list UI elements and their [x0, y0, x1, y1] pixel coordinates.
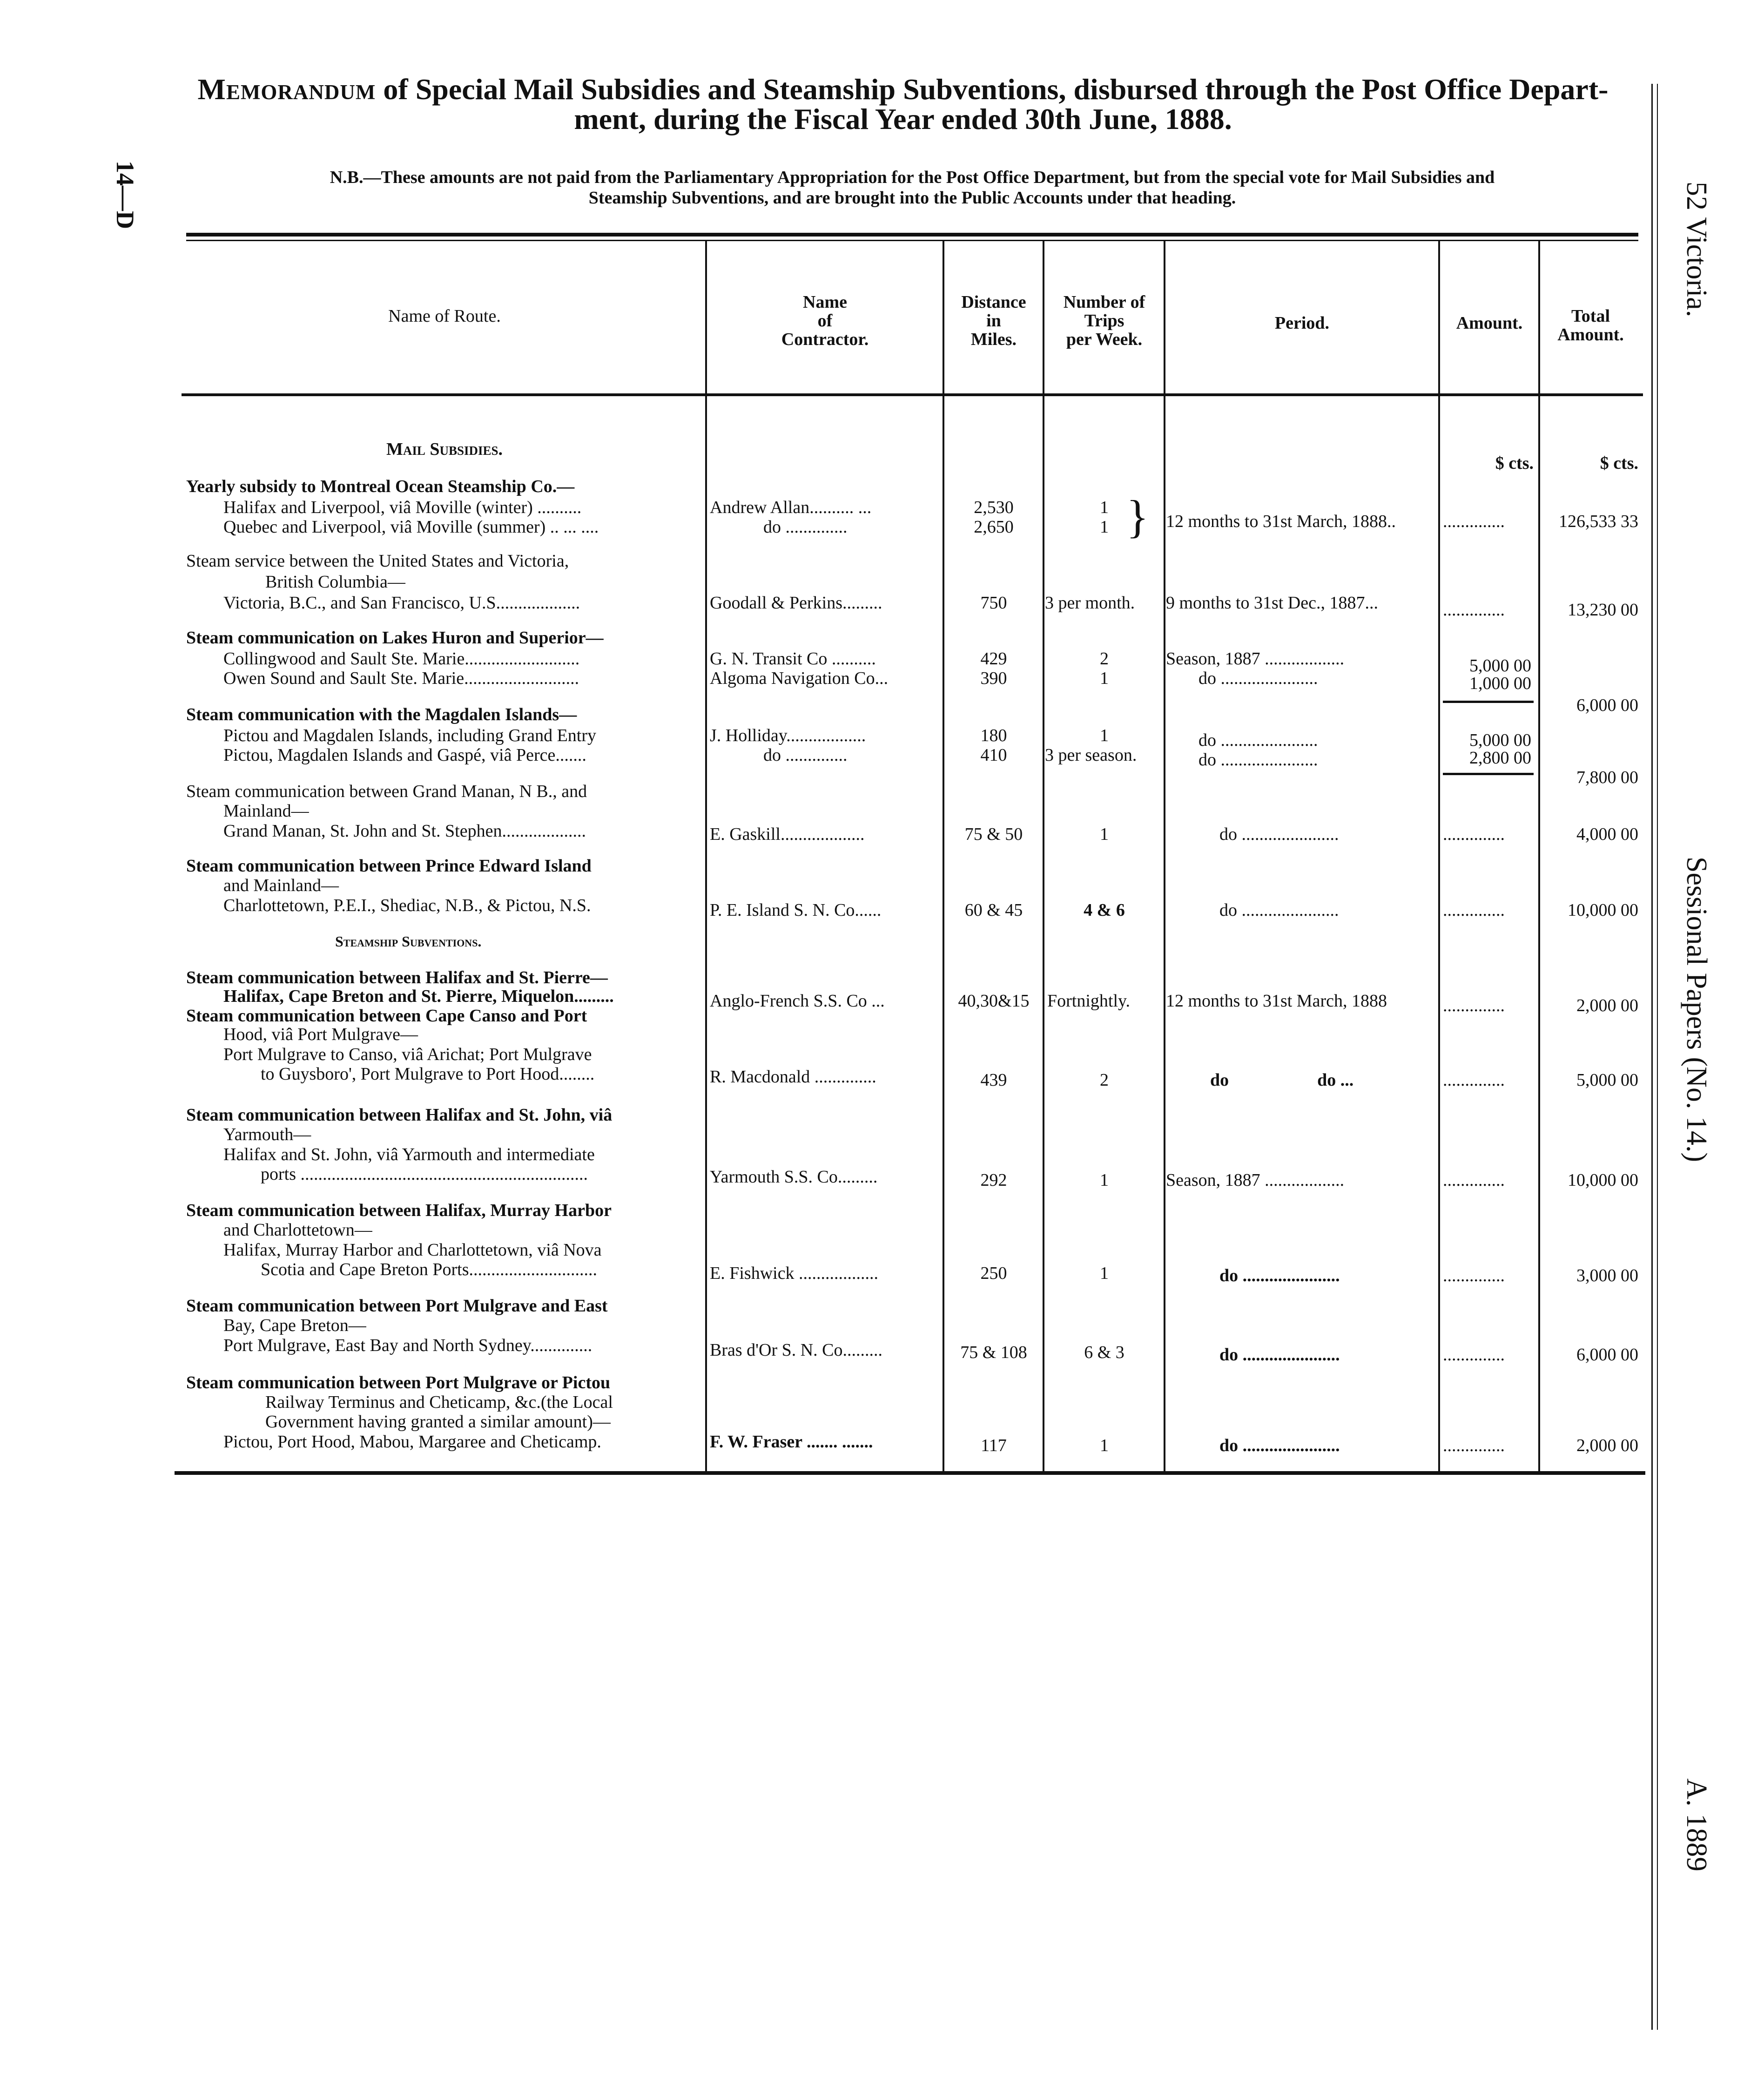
- distance: 75 & 108: [960, 1343, 1027, 1362]
- total: 126,533 33: [1559, 512, 1638, 531]
- table-bottom-rule: [175, 1471, 1645, 1475]
- period: Season, 1887 ..................: [1166, 649, 1345, 669]
- route-heading: Steam communication on Lakes Huron and Superior—: [186, 628, 604, 648]
- period: do ......................: [1198, 669, 1318, 688]
- distance: 75 & 50: [964, 824, 1023, 844]
- amount: ..............: [1443, 824, 1505, 844]
- col-divider-3: [1043, 240, 1044, 1471]
- distance: 250: [980, 1263, 1007, 1283]
- section-mail-subsidies: Mail Subsidies.: [386, 439, 503, 459]
- route-heading-cont: Yarmouth—: [223, 1125, 311, 1144]
- distance: 2,650: [974, 517, 1014, 537]
- total: 6,000 00: [1576, 1345, 1638, 1365]
- distance: 2,530: [974, 498, 1014, 517]
- trips: 1: [1100, 1436, 1109, 1455]
- col-divider-2: [943, 240, 944, 1471]
- title-rest: of Special Mail Subsidies and Steamship Subventions, disbursed through the Post Office Depart-: [376, 73, 1609, 106]
- amount-units: $ cts.: [1495, 453, 1534, 473]
- route-line: ports .................................................................: [261, 1164, 588, 1184]
- trips: 1: [1100, 517, 1109, 537]
- trips: 2: [1100, 649, 1109, 669]
- trips: 4 & 6: [1084, 900, 1125, 920]
- period: do ......................: [1219, 824, 1339, 844]
- distance: 750: [980, 593, 1007, 613]
- period: 12 months to 31st March, 1888: [1166, 991, 1387, 1011]
- trips: 1: [1100, 824, 1109, 844]
- route-heading-cont: Railway Terminus and Cheticamp, &c.(the Local: [265, 1392, 613, 1412]
- amount: 2,800 00: [1469, 748, 1531, 768]
- route-heading: Steam communication between Halifax and St. John, viâ: [186, 1105, 613, 1125]
- total: 2,000 00: [1576, 996, 1638, 1015]
- total: 7,800 00: [1576, 768, 1638, 787]
- trips: 1: [1100, 1263, 1109, 1283]
- contractor: P. E. Island S. N. Co......: [710, 900, 882, 920]
- header-bottom-rule: [182, 393, 1643, 396]
- table-top-rule: [186, 233, 1638, 236]
- amount: 5,000 00: [1469, 656, 1531, 676]
- route-line: Victoria, B.C., and San Francisco, U.S...................: [223, 593, 580, 613]
- period: do do ...: [1210, 1070, 1354, 1090]
- distance: 429: [980, 649, 1007, 669]
- route-line: Halifax, Cape Breton and St. Pierre, Miquelon.........: [223, 986, 614, 1006]
- route-heading: Steam communication between Halifax and St. Pierre—: [186, 968, 608, 987]
- brace-icon: }: [1126, 491, 1149, 542]
- period: do ......................: [1219, 900, 1339, 920]
- contractor: R. Macdonald ..............: [710, 1067, 876, 1087]
- trips: 2: [1100, 1070, 1109, 1090]
- contractor: do ..............: [763, 745, 848, 765]
- margin-rule-2: [1657, 84, 1658, 2030]
- subtotal-rule: [1443, 701, 1534, 703]
- route-line: Port Mulgrave to Canso, viâ Arichat; Port Mulgrave: [223, 1045, 592, 1064]
- distance: 40,30&15: [958, 991, 1030, 1011]
- side-label-middle: Sessional Papers (No. 14.): [1681, 857, 1712, 1162]
- distance: 390: [980, 669, 1007, 688]
- route-heading-cont: Government having granted a similar amount)—: [265, 1412, 611, 1432]
- period: Season, 1887 ..................: [1166, 1170, 1345, 1190]
- note: [186, 168, 1638, 208]
- period: do ......................: [1198, 750, 1318, 770]
- route-line: to Guysboro', Port Mulgrave to Port Hood........: [261, 1064, 595, 1084]
- route-line: Halifax and St. John, viâ Yarmouth and intermediate: [223, 1145, 595, 1164]
- period: do ......................: [1219, 1345, 1340, 1365]
- route-line: Scotia and Cape Breton Ports.............................: [261, 1260, 597, 1279]
- trips: 1: [1100, 669, 1109, 688]
- distance: 292: [980, 1170, 1007, 1190]
- distance: 439: [980, 1070, 1007, 1090]
- header-total: Total Amount.: [1557, 306, 1624, 345]
- amount: ..............: [1443, 996, 1505, 1015]
- document-title: [168, 74, 1638, 134]
- total: 3,000 00: [1576, 1266, 1638, 1285]
- route-heading-cont: Mainland—: [223, 801, 309, 821]
- total: 5,000 00: [1576, 1070, 1638, 1090]
- amount: ..............: [1443, 1436, 1505, 1455]
- route-heading-cont: and Charlottetown—: [223, 1220, 372, 1240]
- period: do ......................: [1219, 1436, 1340, 1455]
- contractor: E. Fishwick ..................: [710, 1263, 879, 1283]
- route-line: Grand Manan, St. John and St. Stephen...................: [223, 821, 586, 841]
- route-heading: Steam communication between Port Mulgrave or Pictou: [186, 1373, 611, 1392]
- route-line: Pictou, Magdalen Islands and Gaspé, viâ Perce.......: [223, 745, 586, 765]
- route-line: Collingwood and Sault Ste. Marie..........................: [223, 649, 580, 669]
- table-top-rule-thin: [186, 240, 1638, 241]
- contractor: F. W. Fraser ....... .......: [710, 1432, 873, 1452]
- section-steamship-subventions: Steamship Subventions.: [335, 933, 482, 950]
- distance: 180: [980, 726, 1007, 745]
- header-period: Period.: [1274, 313, 1330, 333]
- route-line: Halifax and Liverpool, viâ Moville (winter) ..........: [223, 498, 582, 517]
- contractor: Algoma Navigation Co...: [710, 669, 889, 688]
- trips: 3 per season.: [1045, 745, 1137, 765]
- route-heading: Yearly subsidy to Montreal Ocean Steamship Co.—: [186, 477, 575, 496]
- amount: 1,000 00: [1469, 674, 1531, 693]
- distance: 60 & 45: [964, 900, 1023, 920]
- amount: ..............: [1443, 1170, 1505, 1190]
- col-divider-1: [705, 240, 707, 1471]
- route-heading: Steam communication with the Magdalen Islands—: [186, 705, 577, 724]
- route-line: Owen Sound and Sault Ste. Marie..........................: [223, 669, 579, 688]
- trips: 1: [1100, 726, 1109, 745]
- page-number: 14—D: [111, 161, 139, 229]
- amount: ..............: [1443, 900, 1505, 920]
- contractor: Goodall & Perkins.........: [710, 593, 882, 613]
- route-line: Pictou and Magdalen Islands, including Grand Entry: [223, 726, 597, 745]
- route-heading-cont: Hood, viâ Port Mulgrave—: [223, 1025, 418, 1044]
- route-line: Port Mulgrave, East Bay and North Sydney..............: [223, 1336, 592, 1355]
- route-heading: Steam communication between Cape Canso and Port: [186, 1006, 587, 1026]
- total: 10,000 00: [1568, 900, 1638, 920]
- header-trips: Number of Trips per Week.: [1063, 292, 1145, 349]
- contractor: Yarmouth S.S. Co.........: [710, 1167, 878, 1187]
- header-distance: Distance in Miles.: [961, 292, 1026, 349]
- total: 10,000 00: [1568, 1170, 1638, 1190]
- distance: 117: [981, 1436, 1007, 1455]
- route-line: Quebec and Liverpool, viâ Moville (summer) .. ... ....: [223, 517, 599, 537]
- contractor: J. Holliday..................: [710, 726, 866, 745]
- contractor: Andrew Allan.......... ...: [710, 498, 872, 517]
- route-line: Charlottetown, P.E.I., Shediac, N.B., & Pictou, N.S.: [223, 896, 591, 915]
- total: 6,000 00: [1576, 696, 1638, 715]
- period: do ......................: [1219, 1266, 1340, 1285]
- col-divider-4: [1164, 240, 1165, 1471]
- distance: 410: [980, 745, 1007, 765]
- trips: Fortnightly.: [1047, 991, 1131, 1011]
- route-heading-cont: and Mainland—: [223, 876, 339, 895]
- trips: 1: [1100, 498, 1109, 517]
- route-line: Pictou, Port Hood, Mabou, Margaree and Cheticamp.: [223, 1432, 601, 1452]
- amount: ..............: [1443, 512, 1505, 531]
- subtotal-rule: [1443, 773, 1534, 775]
- col-divider-6: [1538, 240, 1540, 1471]
- contractor: Bras d'Or S. N. Co.........: [710, 1340, 883, 1360]
- trips: 1: [1100, 1170, 1109, 1190]
- header-route: Name of Route.: [388, 306, 501, 326]
- total: 2,000 00: [1576, 1436, 1638, 1455]
- route-line: Halifax, Murray Harbor and Charlottetown, viâ Nova: [223, 1240, 602, 1260]
- margin-rule-1: [1651, 84, 1653, 2030]
- amount: ..............: [1443, 1345, 1505, 1365]
- amount: 5,000 00: [1469, 730, 1531, 750]
- amount: ..............: [1443, 600, 1505, 620]
- title-line2: ment, during the Fiscal Year ended 30th June, 1888.: [574, 102, 1232, 135]
- contractor: E. Gaskill...................: [710, 824, 865, 844]
- header-amount: Amount.: [1456, 313, 1523, 333]
- col-divider-5: [1438, 240, 1440, 1471]
- route-heading-cont: Bay, Cape Breton—: [223, 1316, 366, 1335]
- title-lead: Memorandum: [197, 73, 376, 106]
- route-heading: Steam communication between Prince Edward Island: [186, 856, 592, 876]
- total-units: $ cts.: [1600, 453, 1638, 473]
- period: do ......................: [1198, 730, 1318, 750]
- route-heading-cont: British Columbia—: [265, 572, 405, 592]
- note-line2: Steamship Subventions, and are brought into the Public Accounts under that heading.: [588, 188, 1236, 208]
- route-heading: Steam communication between Halifax, Murray Harbor: [186, 1201, 612, 1220]
- period: 9 months to 31st Dec., 1887...: [1166, 593, 1378, 613]
- amount: ..............: [1443, 1070, 1505, 1090]
- contractor: do ..............: [763, 517, 848, 537]
- note-line1: N.B.—These amounts are not paid from the Parliamentary Appropriation for the Post Office Department, but from the special vote for Mail Subsidies and: [330, 168, 1495, 187]
- route-heading: Steam communication between Port Mulgrave and East: [186, 1296, 608, 1316]
- trips: 3 per month.: [1045, 593, 1135, 613]
- side-label-bottom: A. 1889: [1681, 1778, 1712, 1872]
- side-label-top: 52 Victoria.: [1681, 182, 1712, 318]
- route-heading: Steam communication between Grand Manan, N B., and: [186, 782, 587, 801]
- total: 13,230 00: [1568, 600, 1638, 620]
- contractor: G. N. Transit Co ..........: [710, 649, 876, 669]
- total: 4,000 00: [1576, 824, 1638, 844]
- period: 12 months to 31st March, 1888..: [1166, 512, 1396, 531]
- header-contractor: Name of Contractor.: [781, 292, 869, 349]
- route-heading: Steam service between the United States and Victoria,: [186, 551, 569, 571]
- amount: ..............: [1443, 1266, 1505, 1285]
- trips: 6 & 3: [1084, 1343, 1124, 1362]
- contractor: Anglo-French S.S. Co ...: [710, 991, 885, 1011]
